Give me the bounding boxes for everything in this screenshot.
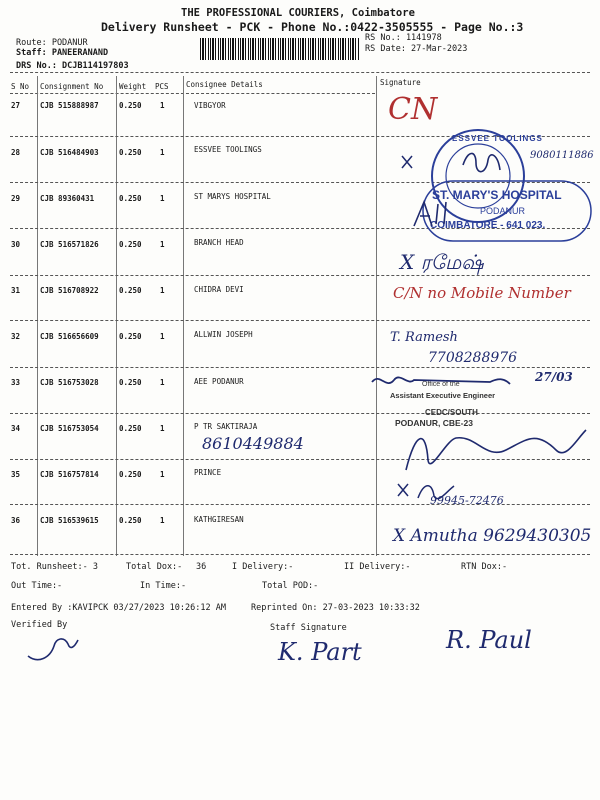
verified-signature bbox=[24, 628, 84, 668]
row-sno: 28 bbox=[11, 148, 21, 157]
col-header-sno: S No bbox=[11, 82, 30, 91]
col-header-consignee: Consignee Details bbox=[186, 80, 263, 89]
aee-stamp-line3: CEDC/SOUTH bbox=[425, 408, 478, 417]
signature-x-row28 bbox=[398, 150, 458, 190]
hospital-stamp-line2: PODANUR bbox=[480, 206, 526, 216]
row-weight: 0.250 bbox=[119, 148, 142, 157]
out-time: Out Time:- bbox=[11, 581, 63, 591]
row-sno: 33 bbox=[11, 378, 21, 387]
staff-signature-label: Staff Signature bbox=[270, 623, 347, 633]
row-weight: 0.250 bbox=[119, 194, 142, 203]
total-pod: Total POD:- bbox=[262, 581, 319, 591]
row-consignment: CJB 516571826 bbox=[40, 240, 99, 249]
row-consignee: CHIDRA DEVI bbox=[194, 285, 244, 294]
rs-number: RS No.: 1141978 bbox=[365, 33, 442, 43]
row-sno: 27 bbox=[11, 101, 21, 110]
row-sno: 31 bbox=[11, 286, 21, 295]
row-pcs: 1 bbox=[160, 194, 165, 203]
row-consignee: ESSVEE TOOLINGS bbox=[194, 145, 262, 154]
runsheet-title: Delivery Runsheet - PCK - Phone No.:0422-3505555 - Page No.:3 bbox=[101, 20, 524, 34]
handwritten-phone-row32: 7708288976 bbox=[428, 350, 518, 366]
handwritten-phone-row35: 99945-72476 bbox=[430, 494, 504, 507]
row-sno: 29 bbox=[11, 194, 21, 203]
hospital-stamp-line1: ST. MARY'S HOSPITAL bbox=[432, 188, 562, 202]
row-consignee: PRINCE bbox=[194, 468, 222, 477]
essvee-stamp-text: ESSVEE TOOLINGS bbox=[452, 134, 543, 143]
row-consignee: VIBGYOR bbox=[194, 101, 226, 110]
drs-number: DRS No.: DCJB114197803 bbox=[16, 61, 129, 71]
signature-scribble-row28 bbox=[458, 145, 508, 185]
row-sno: 36 bbox=[11, 516, 21, 525]
handwritten-phone-row34: 8610449884 bbox=[202, 434, 304, 453]
row-pcs: 1 bbox=[160, 240, 165, 249]
aee-stamp-line1: Office of the bbox=[422, 381, 460, 388]
row-weight: 0.250 bbox=[119, 332, 142, 341]
row-sno: 34 bbox=[11, 424, 21, 433]
row-sno: 30 bbox=[11, 240, 21, 249]
handwritten-name-row32: T. Ramesh bbox=[390, 330, 458, 345]
col-header-consignment: Consignment No bbox=[40, 82, 104, 91]
row-pcs: 1 bbox=[160, 286, 165, 295]
col-header-signature: Signature bbox=[380, 78, 421, 87]
handwritten-date-row33: 27/03 bbox=[535, 370, 573, 384]
row-divider bbox=[10, 275, 590, 276]
in-time: In Time:- bbox=[140, 581, 187, 591]
header-bottom-border bbox=[10, 93, 375, 94]
row-pcs: 1 bbox=[160, 424, 165, 433]
handwritten-row30: X ரமேஷ் bbox=[400, 250, 484, 274]
row-consignee: KATHGIRESAN bbox=[194, 515, 244, 524]
col-divider-1 bbox=[37, 76, 38, 556]
rtn-dox: RTN Dox:- bbox=[461, 562, 508, 572]
row-weight: 0.250 bbox=[119, 424, 142, 433]
reprinted-on: Reprinted On: 27-03-2023 10:33:32 bbox=[251, 603, 420, 613]
row-sno: 35 bbox=[11, 470, 21, 479]
entered-by: Entered By :KAVIPCK 03/27/2023 10:26:12 AM bbox=[11, 603, 226, 613]
aee-stamp-line4: PODANUR, CBE-23 bbox=[395, 418, 473, 428]
row-pcs: 1 bbox=[160, 378, 165, 387]
row-consignee: ALLWIN JOSEPH bbox=[194, 330, 253, 339]
row-weight: 0.250 bbox=[119, 470, 142, 479]
total-dox-value: 36 bbox=[196, 562, 207, 572]
row-consignee: BRANCH HEAD bbox=[194, 238, 244, 247]
ii-delivery: II Delivery:- bbox=[344, 562, 411, 572]
row-consignment: CJB 89360431 bbox=[40, 194, 95, 203]
row-consignment: CJB 516753028 bbox=[40, 378, 99, 387]
row-weight: 0.250 bbox=[119, 516, 142, 525]
handwritten-phone-row28: 9080111886 bbox=[530, 150, 594, 161]
row-divider bbox=[10, 320, 590, 321]
row-consignment: CJB 516753054 bbox=[40, 424, 99, 433]
table-top-border bbox=[10, 72, 590, 73]
row-weight: 0.250 bbox=[119, 101, 142, 110]
row-divider bbox=[10, 413, 590, 414]
row-consignment: CJB 516708922 bbox=[40, 286, 99, 295]
row-pcs: 1 bbox=[160, 516, 165, 525]
signature-row34 bbox=[396, 420, 596, 480]
col-header-weight: Weight bbox=[119, 82, 147, 91]
total-dox-label: Total Dox:- bbox=[126, 562, 183, 572]
staff: Staff: PANEERANAND bbox=[16, 48, 109, 58]
staff-signature-handwritten: K. Part bbox=[278, 638, 362, 666]
barcode bbox=[200, 38, 360, 60]
col-divider-3 bbox=[183, 76, 184, 556]
row-consignment: CJB 516539615 bbox=[40, 516, 99, 525]
col-divider-2 bbox=[116, 76, 117, 556]
row-consignee: AEE PODANUR bbox=[194, 377, 244, 386]
i-delivery: I Delivery:- bbox=[232, 562, 294, 572]
right-signature-handwritten: R. Paul bbox=[446, 626, 532, 654]
company-name: THE PROFESSIONAL COURIERS, Coimbatore bbox=[181, 7, 415, 19]
handwritten-cn: CN bbox=[388, 92, 438, 127]
row-weight: 0.250 bbox=[119, 240, 142, 249]
row-consignment: CJB 516656609 bbox=[40, 332, 99, 341]
aee-stamp-line2: Assistant Executive Engineer bbox=[390, 391, 496, 400]
table-bottom-border bbox=[10, 554, 590, 555]
row-weight: 0.250 bbox=[119, 286, 142, 295]
route: Route: PODANUR bbox=[16, 38, 88, 48]
row-weight: 0.250 bbox=[119, 378, 142, 387]
row-consignment: CJB 515888987 bbox=[40, 101, 99, 110]
hospital-stamp-line3: COIMBATORE - 641 023. bbox=[430, 220, 546, 231]
tot-runsheet: Tot. Runsheet:- 3 bbox=[11, 562, 98, 572]
row-consignment: CJB 516757814 bbox=[40, 470, 99, 479]
row-pcs: 1 bbox=[160, 332, 165, 341]
verified-by: Verified By bbox=[11, 620, 68, 630]
handwritten-row31: C/N no Mobile Number bbox=[393, 284, 571, 302]
row-pcs: 1 bbox=[160, 148, 165, 157]
row-pcs: 1 bbox=[160, 470, 165, 479]
rs-date: RS Date: 27-Mar-2023 bbox=[365, 44, 468, 54]
row-consignee: ST MARYS HOSPITAL bbox=[194, 192, 271, 201]
row-consignment: CJB 516484903 bbox=[40, 148, 99, 157]
col-header-pcs: PCS bbox=[155, 82, 169, 91]
row-sno: 32 bbox=[11, 332, 21, 341]
signature-row33 bbox=[370, 368, 530, 398]
handwritten-row36: X Amutha 9629430305 bbox=[393, 526, 592, 546]
row-pcs: 1 bbox=[160, 101, 165, 110]
col-divider-4 bbox=[376, 76, 377, 556]
signature-row29 bbox=[410, 196, 470, 232]
row-consignee: P TR SAKTIRAJA bbox=[194, 422, 258, 431]
